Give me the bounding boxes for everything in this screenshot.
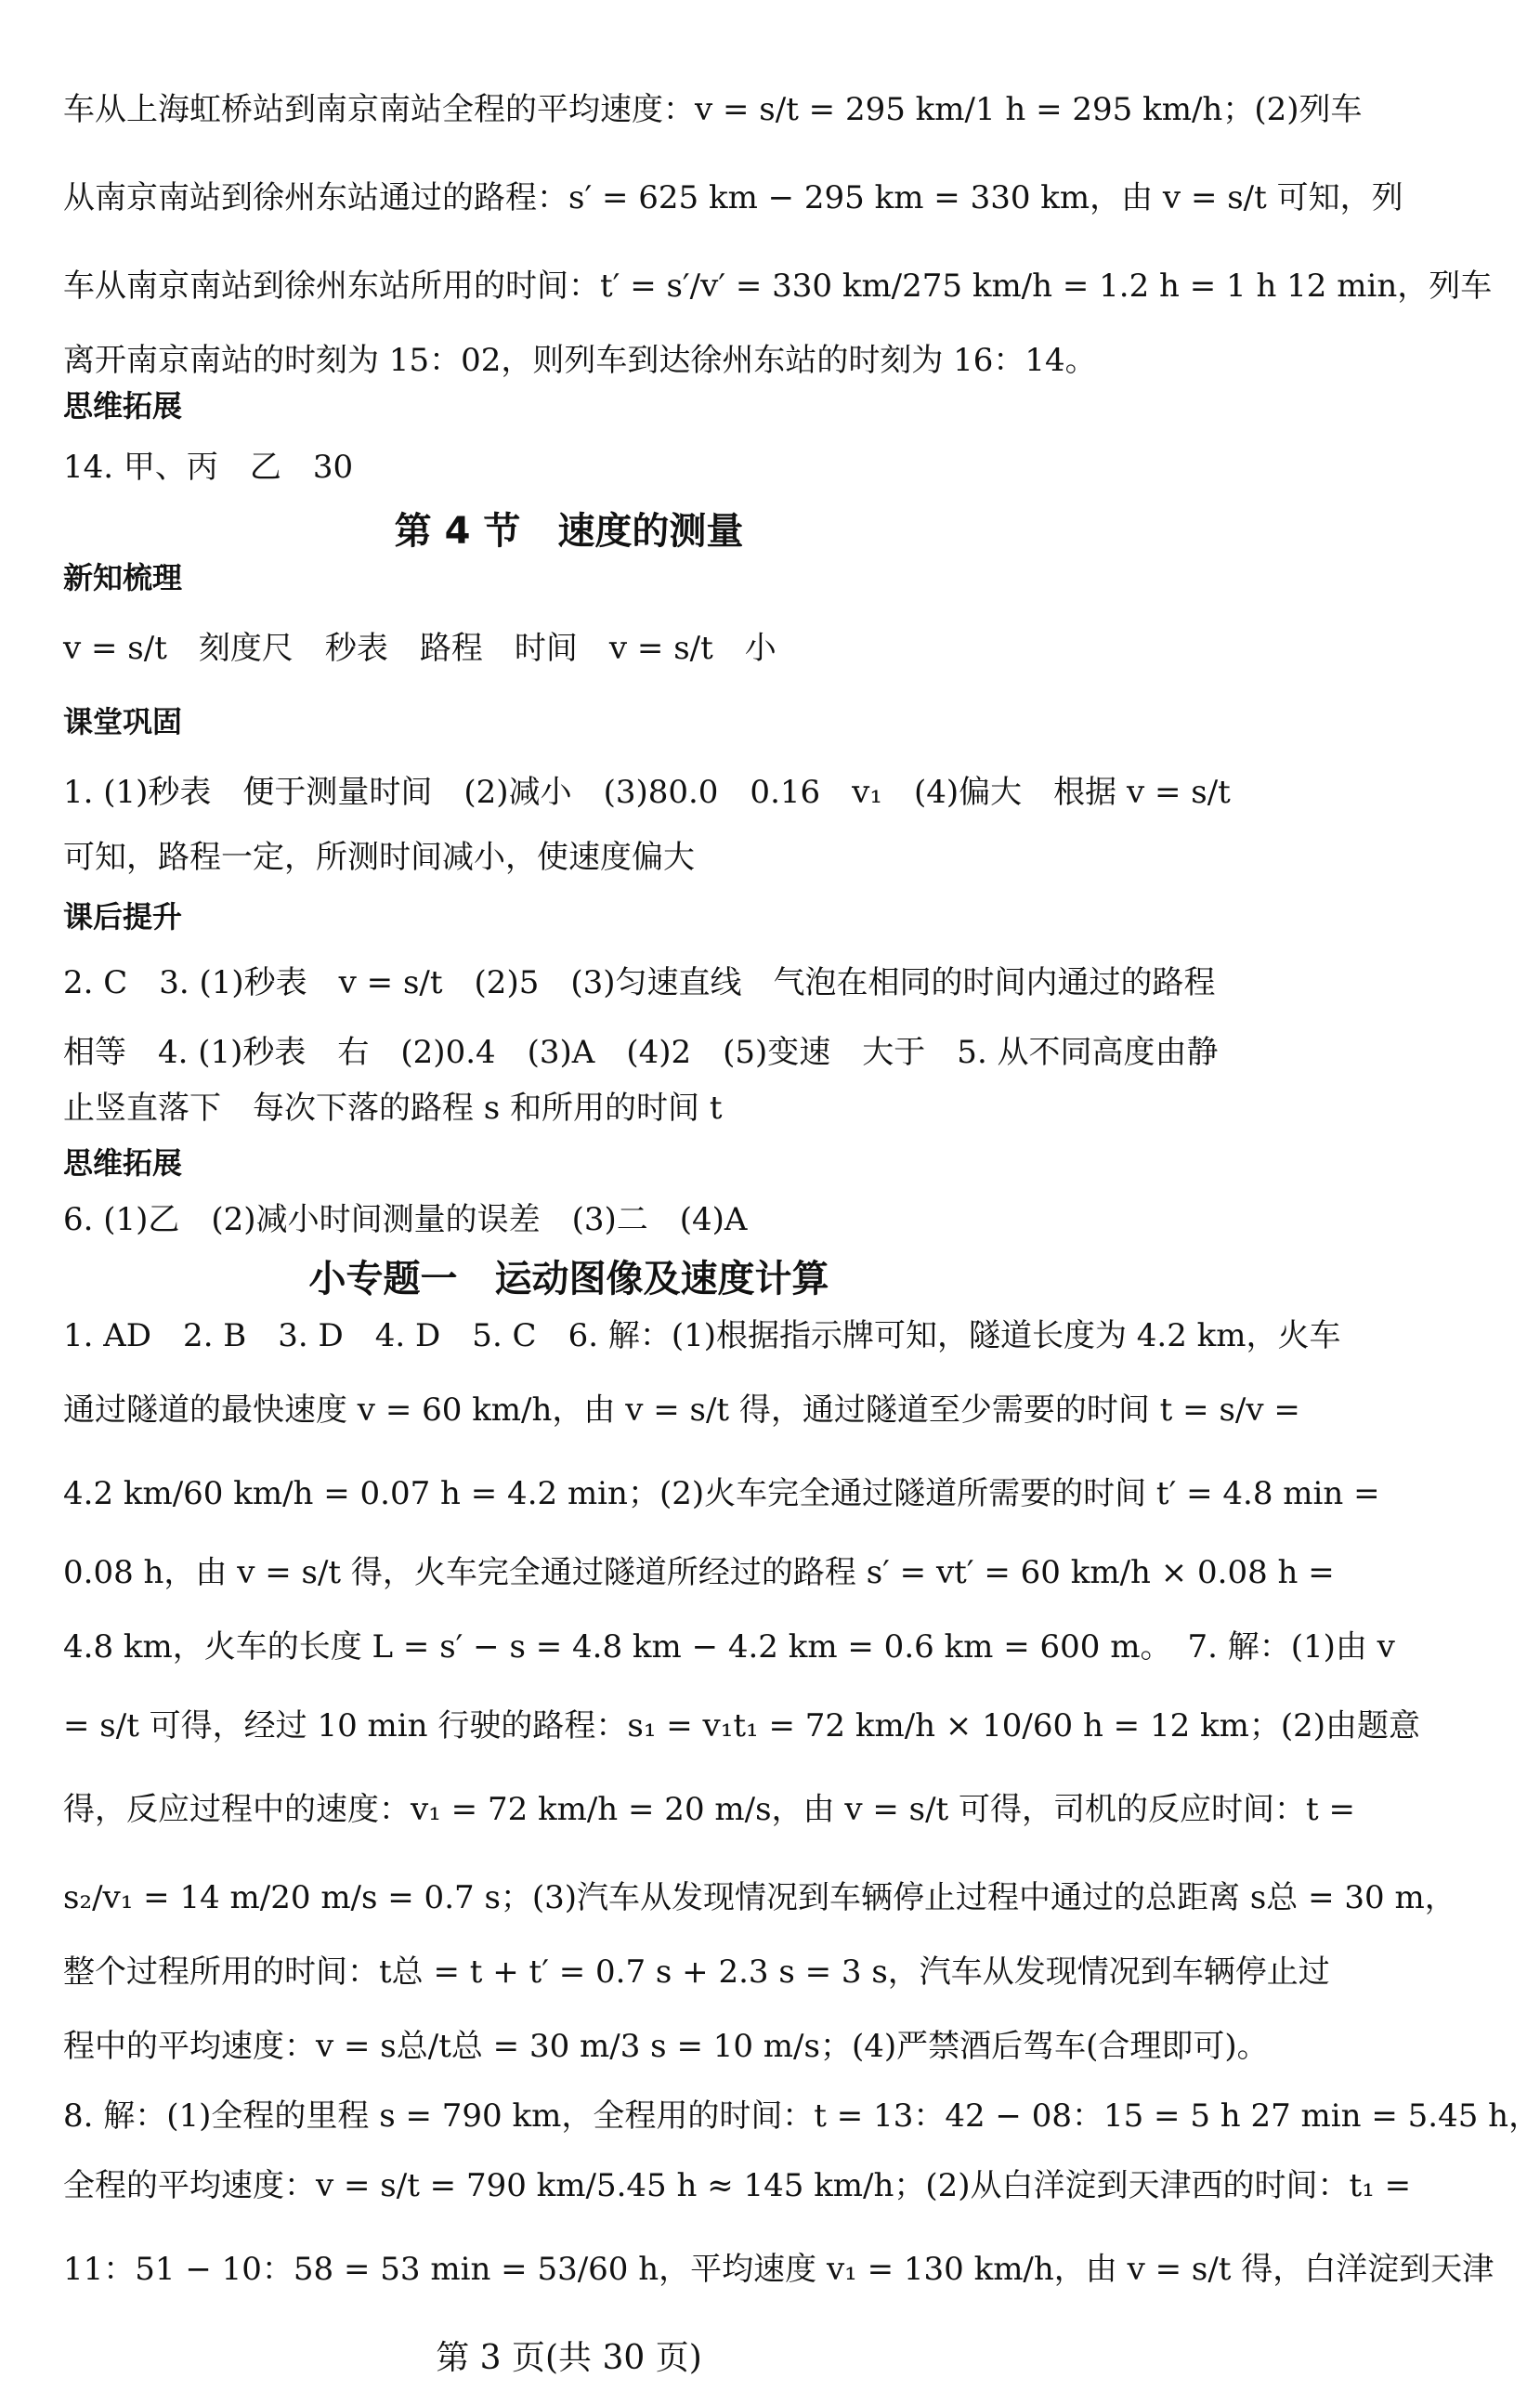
section-heading: 思维拓展 <box>63 1145 183 1181</box>
text-line: 1. (1)秒表 便于测量时间 (2)减小 (3)80.0 0.16 v₁ (4)偏大 根据 v = s/t <box>63 774 1231 811</box>
text-line: = s/t 可得，经过 10 min 行驶的路程：s₁ = v₁t₁ = 72 km/h × 10/60 h = 12 km；(2)由题意 <box>63 1707 1421 1744</box>
text-line: 2. C 3. (1)秒表 v = s/t (2)5 (3)匀速直线 气泡在相同的时间内通过的路程 <box>63 964 1216 1001</box>
text-line: 通过隧道的最快速度 v = 60 km/h，由 v = s/t 得，通过隧道至少需要的时间 t = s/v = <box>63 1391 1300 1429</box>
text-line: 离开南京南站的时刻为 15：02，则列车到达徐州东站的时刻为 16：14。 <box>63 342 1097 379</box>
text-line: v = s/t 刻度尺 秒表 路程 时间 v = s/t 小 <box>63 630 777 667</box>
text-line: 全程的平均速度：v = s/t = 790 km/5.45 h ≈ 145 km/h；(2)从白洋淀到天津西的时间：t₁ = <box>63 2167 1412 2204</box>
text-line: 可知，路程一定，所测时间减小，使速度偏大 <box>63 839 695 876</box>
text-line: 4.2 km/60 km/h = 0.07 h = 4.2 min；(2)火车完全通过隧道所需要的时间 t′ = 4.8 min = <box>63 1475 1380 1512</box>
text-line: 14. 甲、丙 乙 30 <box>63 449 354 486</box>
text-line: 整个过程所用的时间：t总 = t + t′ = 0.7 s + 2.3 s = 3 s，汽车从发现情况到车辆停止过 <box>63 1953 1330 1991</box>
text-line: 0.08 h，由 v = s/t 得，火车完全通过隧道所经过的路程 s′ = vt′ = 60 km/h × 0.08 h = <box>63 1554 1335 1591</box>
text-line: s₂/v₁ = 14 m/20 m/s = 0.7 s；(3)汽车从发现情况到车辆停止过程中通过的总距离 s总 = 30 m， <box>63 1879 1456 1916</box>
text-line: 6. (1)乙 (2)减小时间测量的误差 (3)二 (4)A <box>63 1201 748 1238</box>
text-line: 得，反应过程中的速度：v₁ = 72 km/h = 20 m/s，由 v = s/t 可得，司机的反应时间：t = <box>63 1791 1355 1828</box>
topic-title: 小专题一 运动图像及速度计算 <box>308 1258 829 1300</box>
text-line: 11：51 − 10：58 = 53 min = 53/60 h，平均速度 v₁ = 130 km/h，由 v = s/t 得，白洋淀到天津 <box>63 2251 1494 2288</box>
text-line: 从南京南站到徐州东站通过的路程：s′ = 625 km − 295 km = 330 km，由 v = s/t 可知，列 <box>63 179 1403 216</box>
text-line: 4.8 km，火车的长度 L = s′ − s = 4.8 km − 4.2 km = 0.6 km = 600 m。 7. 解：(1)由 v <box>63 1628 1395 1666</box>
text-line: 止竖直落下 每次下落的路程 s 和所用的时间 t <box>63 1090 723 1127</box>
text-line: 程中的平均速度：v = s总/t总 = 30 m/3 s = 10 m/s；(4)严禁酒后驾车(合理即可)。 <box>63 2028 1269 2065</box>
section-heading: 思维拓展 <box>63 388 183 424</box>
section-heading: 课后提升 <box>63 899 183 934</box>
text-line: 1. AD 2. B 3. D 4. D 5. C 6. 解：(1)根据指示牌可知，隧道长度为 4.2 km，火车 <box>63 1317 1341 1354</box>
text-line: 8. 解：(1)全程的里程 s = 790 km，全程用的时间：t = 13：42 − 08：15 = 5 h 27 min = 5.45 h， <box>63 2097 1540 2135</box>
page-footer: 第 3 页(共 30 页) <box>436 2339 702 2377</box>
text-line: 车从上海虹桥站到南京南站全程的平均速度：v = s/t = 295 km/1 h = 295 km/h；(2)列车 <box>63 91 1363 128</box>
text-line: 相等 4. (1)秒表 右 (2)0.4 (3)A (4)2 (5)变速 大于 5. 从不同高度由静 <box>63 1034 1219 1071</box>
section-heading: 课堂巩固 <box>63 704 183 739</box>
section-title: 第 4 节 速度的测量 <box>394 510 744 553</box>
section-heading: 新知梳理 <box>63 560 183 595</box>
text-line: 车从南京南站到徐州东站所用的时间：t′ = s′/v′ = 330 km/275 km/h = 1.2 h = 1 h 12 min，列车 <box>63 268 1493 305</box>
